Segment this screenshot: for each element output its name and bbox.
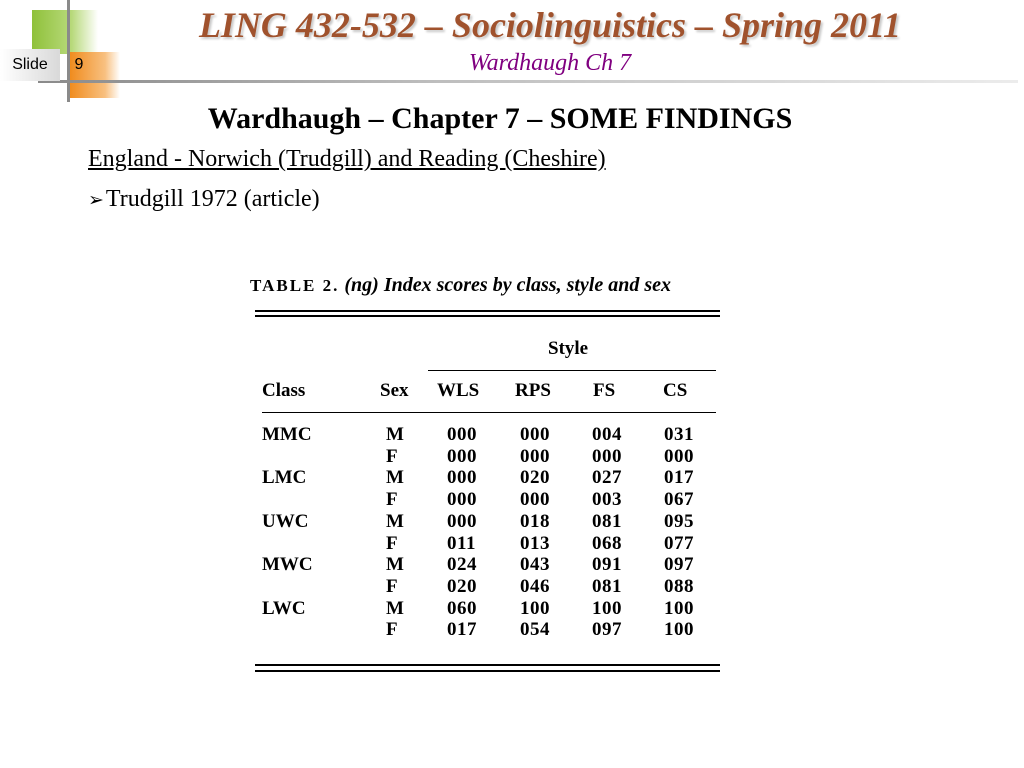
arrow-bullet-icon: ➢: [88, 189, 104, 211]
slide-heading: Wardhaugh – Chapter 7 – SOME FINDINGS: [207, 102, 793, 135]
table-cell-sex: M: [386, 597, 404, 619]
table-cell-score: 060: [447, 597, 477, 619]
course-title: LING 432-532 – Sociolinguistics – Spring 2011: [198, 5, 902, 45]
table-cell-score: 077: [664, 532, 694, 554]
table-column-header: FS: [593, 380, 616, 401]
table-cell-score: 031: [664, 424, 694, 445]
table-cell-class: LMC: [262, 467, 307, 489]
table-cell-score: 054: [520, 619, 550, 641]
table-cell-sex: F: [386, 619, 398, 641]
table-top-rule-2: [255, 315, 720, 317]
table-bottom-rule-2: [255, 670, 720, 672]
table-top-rule: [255, 310, 720, 312]
table-cell-score: 000: [447, 489, 477, 511]
table-cell-score: 000: [520, 424, 550, 445]
table-cell-score: 100: [664, 597, 694, 619]
table-group-header: Style: [548, 338, 589, 359]
table-cell-score: 088: [664, 575, 694, 597]
table-cell-score: 081: [592, 575, 622, 597]
table-cell-class: UWC: [262, 510, 309, 532]
table-cell-score: 046: [520, 575, 550, 597]
decorative-green-square: [32, 10, 98, 54]
bullet-item: [88, 186, 320, 213]
table-cell-score: 000: [520, 445, 550, 467]
table-cell-sex: M: [386, 467, 404, 489]
table-cell-score: 081: [592, 510, 622, 532]
slide-subheading: England - Norwich (Trudgill) and Reading (Cheshire): [88, 146, 606, 172]
table-cell-sex: M: [386, 554, 404, 576]
table-cell-score: 003: [592, 489, 622, 511]
table-cell-score: 000: [447, 510, 477, 532]
table-bottom-rule: [255, 664, 720, 666]
slide-number: 9: [74, 56, 84, 73]
table-cell-score: 000: [447, 467, 477, 489]
table-cell-sex: F: [386, 532, 398, 554]
table-cell-score: 020: [520, 467, 550, 489]
table-cell-score: 013: [520, 532, 550, 554]
table-cell-score: 091: [592, 554, 622, 576]
table-label: TABLE 2.: [250, 276, 340, 295]
table-column-header: WLS: [437, 380, 480, 401]
table-cell-sex: F: [386, 575, 398, 597]
table-cell-score: 018: [520, 510, 550, 532]
course-subtitle: Wardhaugh Ch 7: [468, 50, 632, 76]
table-cell-score: 097: [592, 619, 622, 641]
table-cell-score: 100: [592, 597, 622, 619]
table-cell-score: 024: [447, 554, 477, 576]
table-cell-score: 000: [592, 445, 622, 467]
table-cell-score: 011: [447, 532, 476, 554]
table-group-rule: [428, 370, 716, 371]
table-cell-score: 100: [520, 597, 550, 619]
table-cell-class: LWC: [262, 597, 306, 619]
table-cell-class: MWC: [262, 554, 313, 576]
table-cell-sex: F: [386, 489, 398, 511]
table-cell-score: 095: [664, 510, 694, 532]
table-cell-score: 000: [447, 445, 477, 467]
table-column-header: Class: [262, 380, 306, 401]
table-cell-class: MMC: [262, 424, 312, 445]
table-cell-score: 100: [664, 619, 694, 641]
table-cell-score: 017: [447, 619, 477, 641]
table-cell-score: 020: [447, 575, 477, 597]
table-cell-score: 097: [664, 554, 694, 576]
table-cell-score: 043: [520, 554, 550, 576]
table-cell-score: 000: [447, 424, 477, 445]
table-cell-sex: M: [386, 424, 404, 445]
table-header-rule: [262, 412, 716, 413]
table-cell-score: 004: [592, 424, 622, 445]
table-cell-sex: F: [386, 445, 398, 467]
table-cell-score: 027: [592, 467, 622, 489]
slide-label: Slide: [0, 49, 60, 81]
table-cell-score: 067: [664, 489, 694, 511]
table-cell-score: 000: [664, 445, 694, 467]
table-cell-score: 000: [520, 489, 550, 511]
table-cell-score: 068: [592, 532, 622, 554]
table-column-header: Sex: [380, 380, 409, 401]
table-cell-sex: M: [386, 510, 404, 532]
decorative-horizontal-line: [38, 80, 1018, 83]
table-column-header: RPS: [515, 380, 551, 401]
table-title: [250, 274, 730, 297]
table-cell-score: 017: [664, 467, 694, 489]
bullet-text: Trudgill 1972 (article): [105, 186, 320, 212]
table-caption: (ng) Index scores by class, style and sex: [344, 274, 672, 296]
table-column-header: CS: [663, 380, 688, 401]
